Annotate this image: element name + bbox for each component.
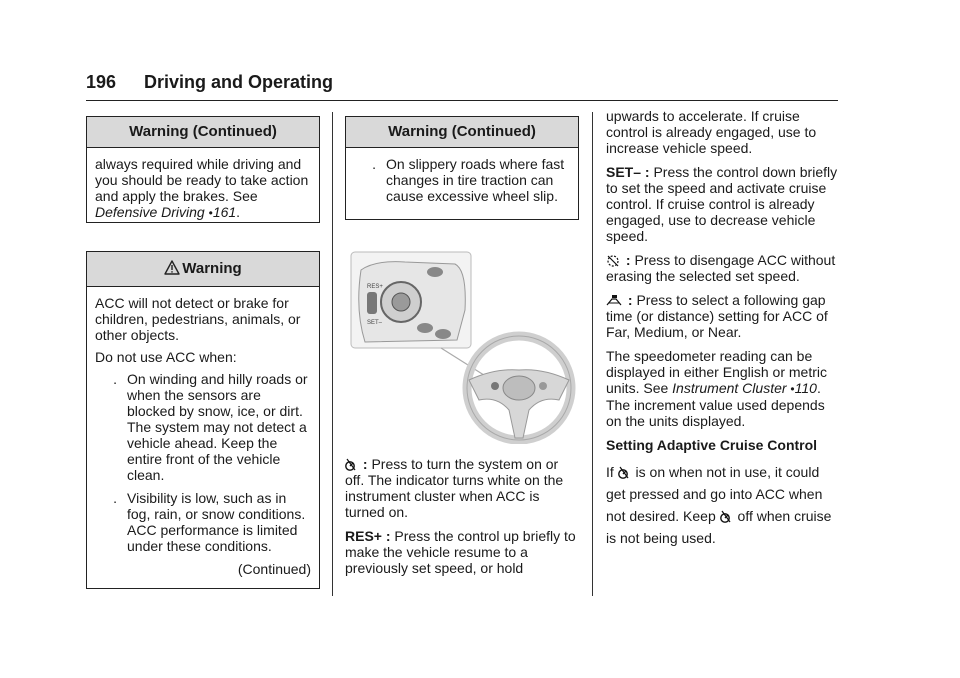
following-gap-icon [606, 294, 622, 307]
page-number: 196 [86, 72, 117, 92]
page-header [86, 70, 838, 101]
warning-box [86, 251, 320, 589]
column-divider-1 [332, 112, 333, 596]
steering-wheel-illustration [345, 250, 579, 444]
warning-paragraph: Do not use ACC when: [95, 349, 237, 365]
box-text: always required while driving and you should be ready to take action and apply the brakes. See [95, 156, 309, 204]
warning-continued-box: Warning (Continued) always required while driving and you should be ready to take action and apply the brakes. See Defensive Driving •161. [86, 116, 320, 223]
list-item: . Visibility is low, such as in fog, rain, or snow conditions. ACC performance is limited under these conditions. [113, 490, 306, 554]
illus-set-label: SET– [367, 320, 383, 326]
set-paragraph: SET– : Press the control down briefly to set the speed and activate cruise control. If cruise control is already engaged, use to decrease vehicle speed. [606, 164, 838, 244]
column-3 [606, 108, 842, 557]
warning-continued-box [345, 116, 579, 220]
cruise-onoff-icon [618, 466, 630, 479]
onoff-paragraph: : Press to turn the system on or off. The indicator turns white on the instrument cluster when ACC is turned on. [345, 456, 564, 520]
list-item: . On winding and hilly roads or when the sensors are blocked by snow, ice, or dirt. The system may not detect a vehicle ahead. Keep the entire front of the vehicle clean. [113, 371, 308, 483]
page-ref-arrow-icon: • [790, 382, 795, 396]
paragraph: upwards to accelerate. If cruise control is already engaged, use to increase vehicle speed. [606, 108, 817, 156]
res-paragraph: RES+ : Press the control up briefly to make the vehicle resume to a previously set speed, or hold [345, 528, 576, 576]
column-2-text [345, 456, 579, 584]
warning-header [87, 252, 319, 287]
set-label: SET– : [606, 164, 650, 180]
column-2 [345, 116, 579, 220]
cruise-cancel-icon [606, 254, 620, 267]
warning-triangle-icon [164, 260, 180, 275]
res-label: RES+ : [345, 528, 391, 544]
cross-reference-link[interactable]: Defensive Driving [95, 204, 205, 220]
cruise-onoff-icon [720, 510, 732, 523]
cruise-onoff-icon [345, 458, 357, 471]
column-divider-2 [592, 112, 593, 596]
cancel-paragraph: : Press to disengage ACC without erasing the selected set speed. [606, 252, 836, 284]
warning-title: Warning [182, 260, 242, 277]
box-title: Warning (Continued) [346, 117, 578, 148]
list-item: . On slippery roads where fast changes in tire traction can cause excessive wheel slip. [372, 156, 565, 204]
illus-button [435, 329, 451, 339]
subheading: Setting Adaptive Cruise Control [606, 437, 818, 453]
cross-reference-link[interactable]: Instrument Cluster [672, 380, 787, 396]
page-ref-arrow-icon: • [208, 206, 213, 220]
speedometer-paragraph: The speedometer reading can be displayed in either English or metric units. See Instrument Cluster •110. The increment value used depends on the units displayed. [606, 348, 827, 429]
cross-reference-page[interactable]: 161 [212, 204, 237, 220]
illus-button [417, 323, 433, 333]
continued-label: (Continued) [237, 561, 311, 577]
warning-paragraph: ACC will not detect or brake for children, pedestrians, animals, or other objects. [95, 295, 301, 343]
illus-res-label: RES+ [367, 284, 383, 290]
section-title: Driving and Operating [144, 72, 334, 92]
gap-paragraph: : Press to select a following gap time (or distance) setting for ACC of Far, Medium, or Near. [606, 292, 828, 340]
illus-button [427, 267, 443, 277]
cross-reference-page[interactable]: 110 [794, 380, 817, 396]
column-1 [86, 116, 320, 589]
last-paragraph: If is on when not in use, it could get pressed and go into ACC when not desired. Keep off when cruise is not being used. [606, 464, 832, 546]
box-title: Warning (Continued) [87, 117, 319, 148]
res-set-rocker [367, 292, 377, 314]
